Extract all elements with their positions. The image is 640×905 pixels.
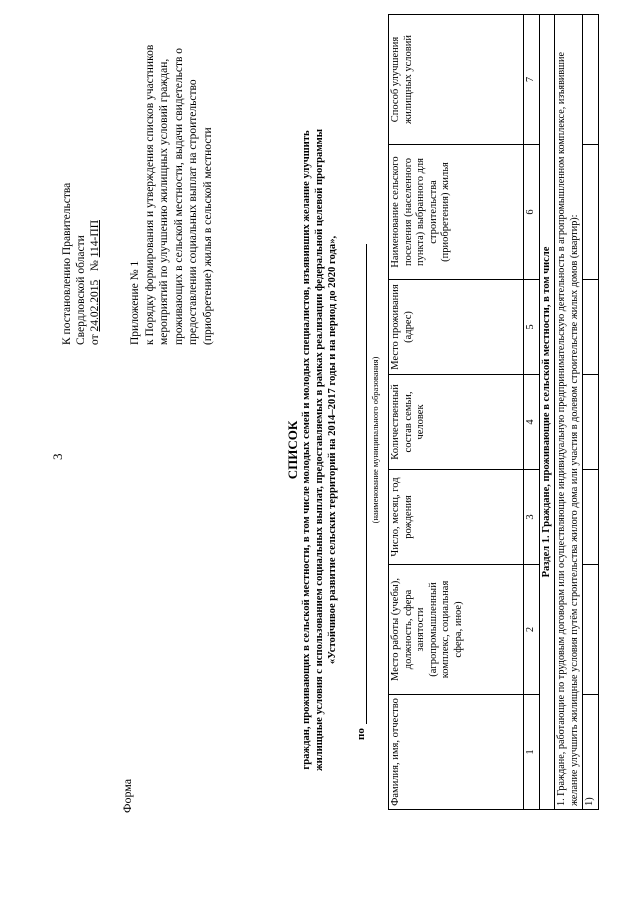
approval-line-2: Свердловской области <box>75 235 87 345</box>
column-number: 5 <box>524 280 540 375</box>
table-cell <box>583 565 599 695</box>
table-row <box>583 15 599 810</box>
form-label: Форма <box>120 778 134 813</box>
group-row <box>555 15 583 810</box>
column-number-row <box>524 15 540 810</box>
table-cell <box>583 375 599 470</box>
column-number: 6 <box>524 145 540 280</box>
table-header-row <box>389 15 524 810</box>
participants-table <box>388 14 599 810</box>
column-number: 2 <box>524 565 540 695</box>
group-title: 1. Граждане, работающие по трудовым договорам или осуществляющие индивидуальную предпринимательскую деятельность в агропромышленном комплексе, изъявившие желание улучшить жилищные условия путём строительства жилого дома или участия в долевом строительстве жилых домов (квартир): <box>555 15 583 810</box>
approval-date-line <box>88 15 102 345</box>
po-label: по <box>355 728 367 740</box>
approval-date: 24.02.2015 <box>89 279 101 332</box>
date-prefix: от <box>89 334 101 345</box>
document-title: СПИСОК <box>285 420 300 480</box>
document-subtitle <box>300 20 339 880</box>
header-cell: Место работы (учебы), должность, сфера занятости (агропромышленный комплекс, социальная сфера, иное) <box>389 565 524 695</box>
appendix-block <box>128 15 215 345</box>
header-cell: Количественный состав семьи, человек <box>389 375 524 470</box>
header-cell: Фамилия, имя, отчество <box>389 695 524 810</box>
subtitle-line-2: жилищные условия с использованием социальных выплат, предоставляемых в рамках реализации федеральной целевой программы <box>314 128 325 772</box>
column-number: 7 <box>524 15 540 145</box>
header-cell: Место проживания (адрес) <box>389 280 524 375</box>
approval-reference <box>60 15 102 345</box>
section-title: Раздел 1. Граждане, проживающие в сельской местности, в том числе <box>539 15 555 810</box>
subtitle-line-1: граждан, проживающих в сельской местности, в том числе молодых семей и молодых специалистов, изъявивших желание улучшить <box>301 130 312 770</box>
column-number: 1 <box>524 695 540 810</box>
number-prefix: № <box>89 260 101 272</box>
header-cell: Наименование сельского поселения (населенного пункта) выбранного для строительства (приобретения) жилья <box>389 145 524 280</box>
table-cell <box>583 15 599 145</box>
municipality-blank <box>356 244 367 724</box>
column-number: 4 <box>524 375 540 470</box>
section-row <box>539 15 555 810</box>
page-number: 3 <box>50 453 65 460</box>
header-cell: Число, месяц, год рождения <box>389 470 524 565</box>
table-cell <box>583 280 599 375</box>
appendix-title: Приложение № 1 <box>129 260 141 345</box>
approval-number: 114-ПП <box>89 220 101 258</box>
header-cell: Способ улучшения жилищных условий <box>389 15 524 145</box>
table-cell <box>583 470 599 565</box>
municipality-note: (наименование муниципального образования) <box>370 356 380 524</box>
table-cell <box>583 145 599 280</box>
row-label: 1) <box>583 695 599 810</box>
column-number: 3 <box>524 470 540 565</box>
approval-line-1: К постановлению Правительства <box>61 182 73 345</box>
subtitle-line-3: «Устойчивое развитие сельских территорий на 2014–2017 годы и на период до 2020 года», <box>327 235 338 665</box>
municipality-line <box>355 244 367 740</box>
appendix-text: к Порядку формирования и утверждения списков участников мероприятий по улучшению жилищных условий граждан, проживающих в сельской местности, выдачи свидетельств о предоставлении социальных выплат на строительство (приобретение) жилья в сельской местности <box>143 44 214 345</box>
